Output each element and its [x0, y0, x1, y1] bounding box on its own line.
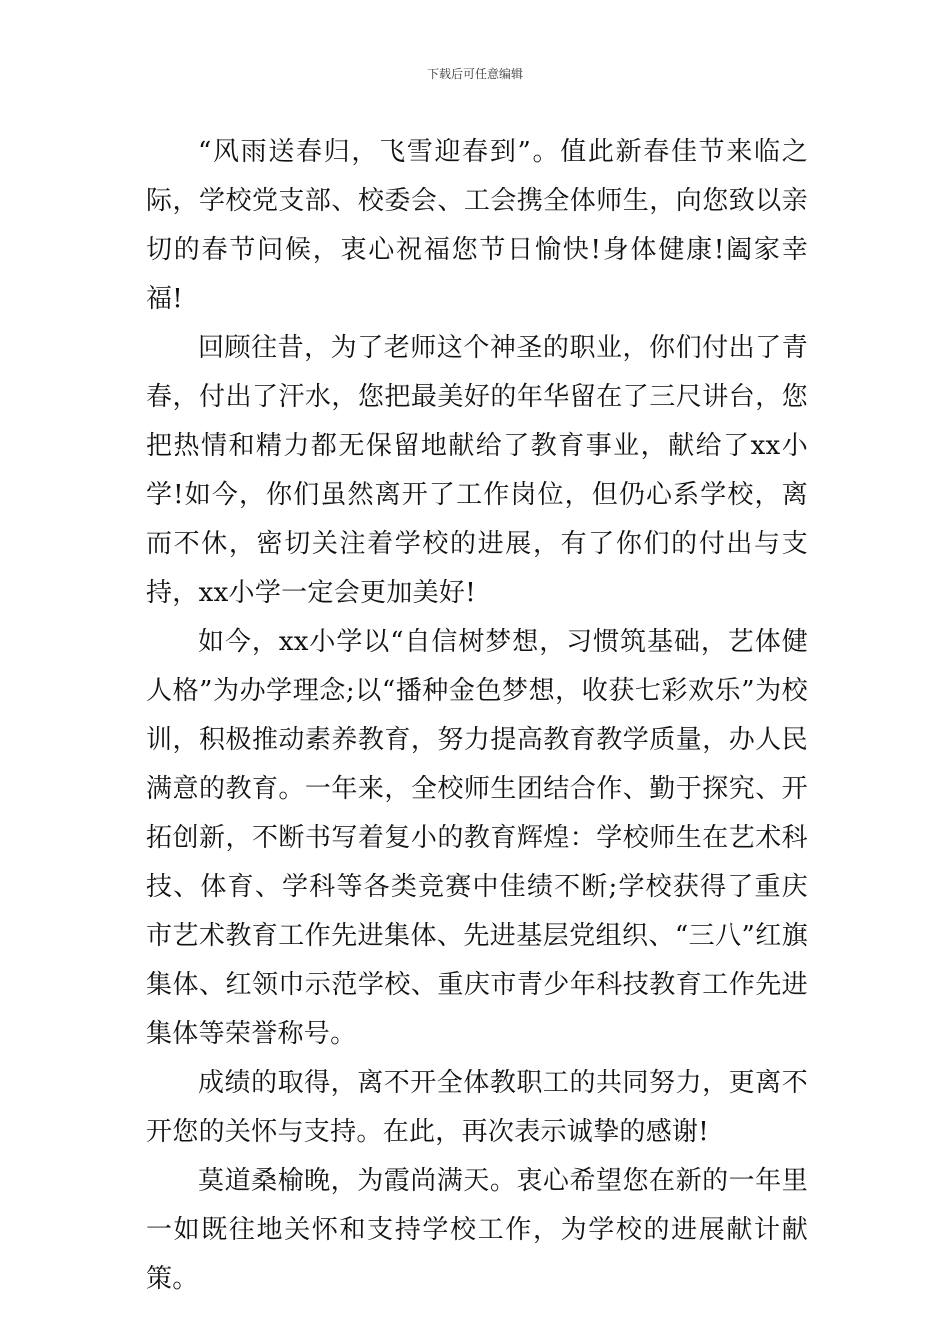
paragraph-achievements: 如今，xx小学以“自信树梦想，习惯筑基础，艺体健人格”为办学理念;以“播种金色梦想，收获七彩欢乐”为校训，积极推动素养教育，努力提高教育教学质量，办人民满意的教育。一年来，全校师生团结合作、勤于探究、开拓创新，不断书写着复小的教育辉煌：学校师生在艺术科技、体育、学科等各类竞赛中佳绩不断;学校获得了重庆市艺术教育工作先进集体、先进基层党组织、“三八”红旗集体、红领巾示范学校、重庆市青少年科技教育工作先进集体等荣誉称号。	[146, 627, 808, 1049]
header-note: 下载后可任意编辑	[426, 67, 523, 81]
document-body	[146, 128, 808, 1304]
paragraph-retrospect: 回顾往昔，为了老师这个神圣的职业，你们付出了青春，付出了汗水，您把最美好的年华留在了三尺讲台，您把热情和精力都无保留地献给了教育事业，献给了xx小学!如今，你们虽然离开了工作岗位，但仍心系学校，离而不休，密切关注着学校的进展，有了你们的付出与支持，xx小学一定会更加美好!	[146, 333, 808, 608]
paragraph-thanks: 成绩的取得，离不开全体教职工的共同努力，更离不开您的关怀与支持。在此，再次表示诚挚的感谢!	[146, 1068, 808, 1147]
paragraph-greeting: “风雨送春归，飞雪迎春到”。值此新春佳节来临之际，学校党支部、校委会、工会携全体师生，向您致以亲切的春节问候，衷心祝福您节日愉快!身体健康!阖家幸福!	[146, 137, 808, 314]
paragraph-wishes: 莫道桑榆晚，为霞尚满天。衷心希望您在新的一年里一如既往地关怀和支持学校工作，为学校的进展献计献策。	[146, 1166, 808, 1294]
